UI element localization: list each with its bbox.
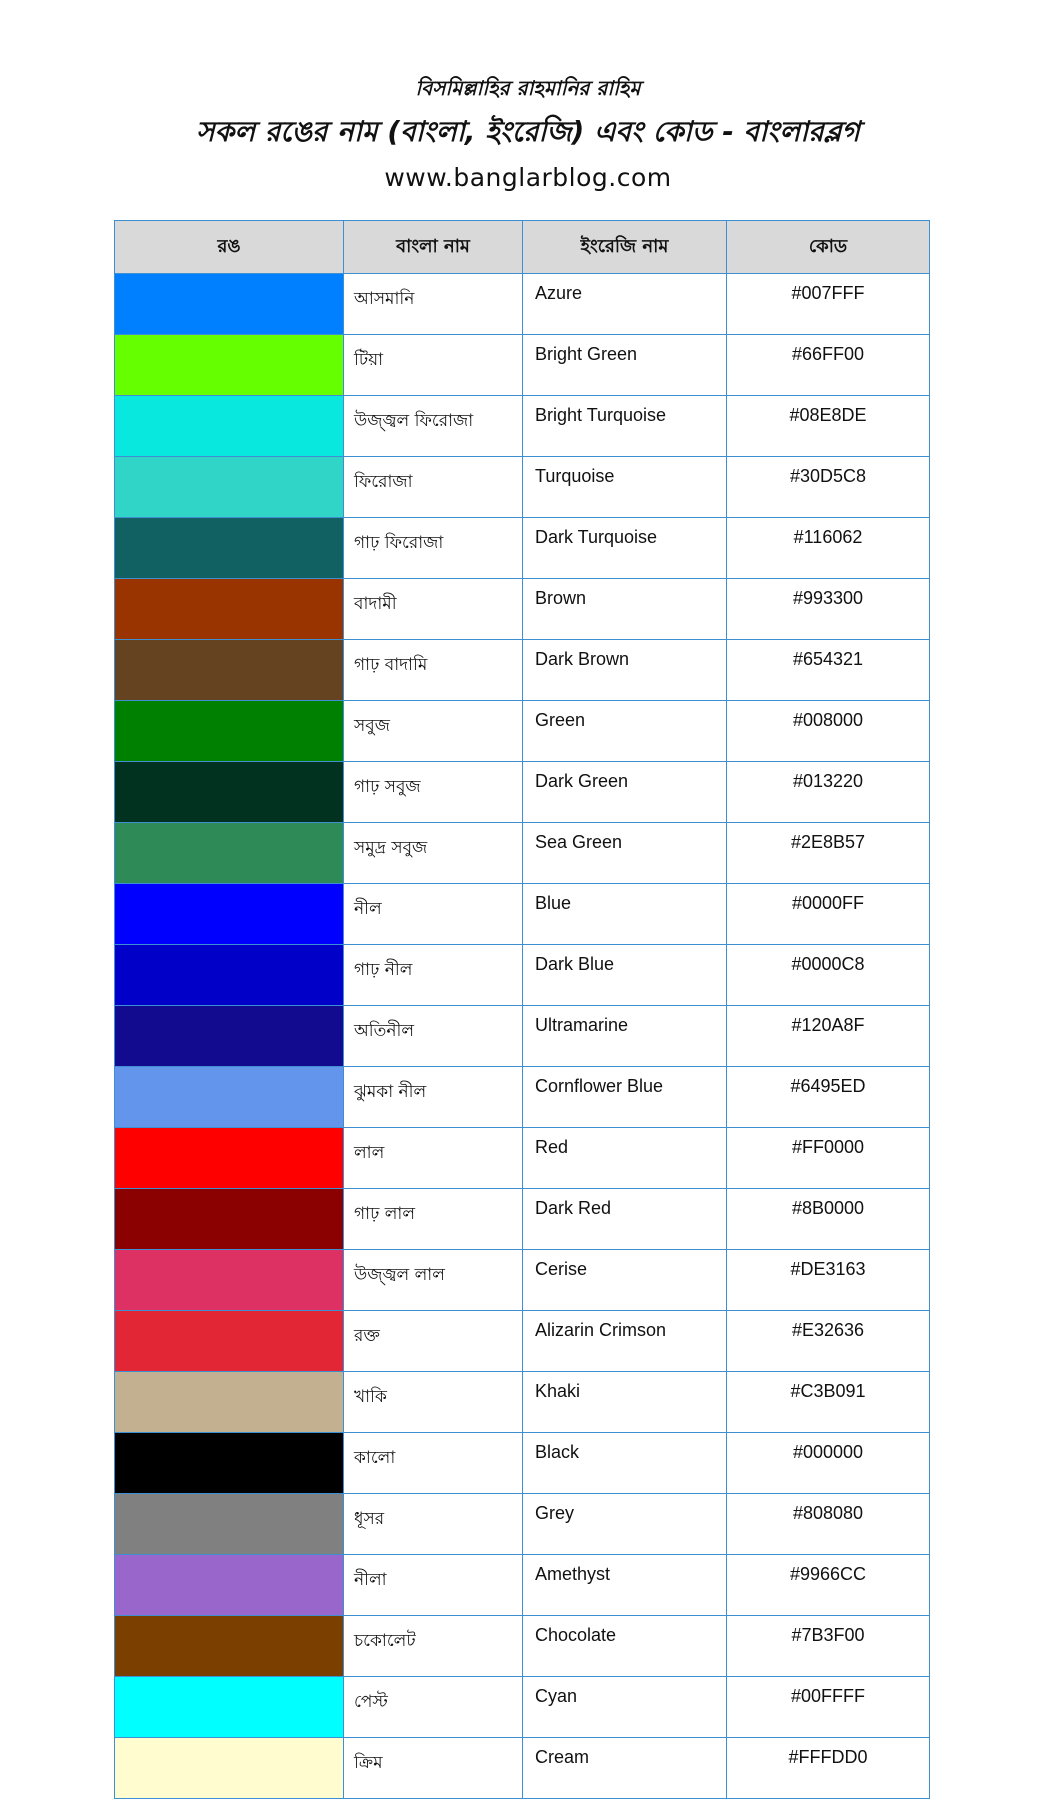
color-code-cell: #2E8B57 bbox=[727, 823, 930, 884]
color-code-cell: #000000 bbox=[727, 1433, 930, 1494]
table-row bbox=[115, 396, 930, 457]
bangla-name-cell: টিয়া bbox=[344, 335, 523, 396]
color-code-cell: #013220 bbox=[727, 762, 930, 823]
table-header-row bbox=[115, 221, 930, 274]
table-row bbox=[115, 1616, 930, 1677]
table-row bbox=[115, 640, 930, 701]
english-name-cell: Red bbox=[523, 1128, 727, 1189]
website-url: www.banglarblog.com bbox=[384, 163, 672, 192]
color-code-cell: #9966CC bbox=[727, 1555, 930, 1616]
bangla-name-cell: রক্ত bbox=[344, 1311, 523, 1372]
english-name-cell: Chocolate bbox=[523, 1616, 727, 1677]
table-row bbox=[115, 1128, 930, 1189]
table-row bbox=[115, 1372, 930, 1433]
table-row bbox=[115, 823, 930, 884]
color-swatch bbox=[115, 518, 344, 579]
english-name-cell: Bright Green bbox=[523, 335, 727, 396]
color-swatch bbox=[115, 1616, 344, 1677]
color-code-cell: #993300 bbox=[727, 579, 930, 640]
color-code-cell: #08E8DE bbox=[727, 396, 930, 457]
bangla-name-cell: আসমানি bbox=[344, 274, 523, 335]
table-row bbox=[115, 1433, 930, 1494]
color-swatch bbox=[115, 1250, 344, 1311]
english-name-cell: Dark Green bbox=[523, 762, 727, 823]
bangla-name-cell: ফিরোজা bbox=[344, 457, 523, 518]
bangla-name-cell: সবুজ bbox=[344, 701, 523, 762]
table-row bbox=[115, 579, 930, 640]
color-table bbox=[114, 220, 930, 1799]
color-swatch bbox=[115, 884, 344, 945]
bangla-name-cell: ঝুমকা নীল bbox=[344, 1067, 523, 1128]
color-swatch bbox=[115, 335, 344, 396]
color-swatch bbox=[115, 396, 344, 457]
bangla-name-cell: ক্রিম bbox=[344, 1738, 523, 1799]
table-row bbox=[115, 1677, 930, 1738]
color-swatch bbox=[115, 1555, 344, 1616]
english-name-cell: Black bbox=[523, 1433, 727, 1494]
table-row bbox=[115, 1555, 930, 1616]
table-row bbox=[115, 1494, 930, 1555]
color-code-cell: #0000C8 bbox=[727, 945, 930, 1006]
color-swatch bbox=[115, 1067, 344, 1128]
color-code-cell: #FF0000 bbox=[727, 1128, 930, 1189]
bangla-name-cell: উজ্জ্বল ফিরোজা bbox=[344, 396, 523, 457]
bangla-name-cell: গাঢ় সবুজ bbox=[344, 762, 523, 823]
english-name-cell: Dark Blue bbox=[523, 945, 727, 1006]
color-code-cell: #66FF00 bbox=[727, 335, 930, 396]
bangla-name-cell: গাঢ় লাল bbox=[344, 1189, 523, 1250]
english-name-cell: Dark Brown bbox=[523, 640, 727, 701]
table-row bbox=[115, 1250, 930, 1311]
table-row bbox=[115, 1067, 930, 1128]
color-code-cell: #00FFFF bbox=[727, 1677, 930, 1738]
english-name-cell: Amethyst bbox=[523, 1555, 727, 1616]
color-code-cell: #008000 bbox=[727, 701, 930, 762]
color-code-cell: #E32636 bbox=[727, 1311, 930, 1372]
color-code-cell: #116062 bbox=[727, 518, 930, 579]
bangla-name-cell: পেস্ট bbox=[344, 1677, 523, 1738]
table-row bbox=[115, 1738, 930, 1799]
table-row bbox=[115, 1006, 930, 1067]
table-row bbox=[115, 274, 930, 335]
column-header-bangla-name: বাংলা নাম bbox=[344, 221, 523, 274]
bangla-name-cell: গাঢ় নীল bbox=[344, 945, 523, 1006]
color-code-cell: #120A8F bbox=[727, 1006, 930, 1067]
english-name-cell: Cerise bbox=[523, 1250, 727, 1311]
table-row bbox=[115, 701, 930, 762]
english-name-cell: Alizarin Crimson bbox=[523, 1311, 727, 1372]
color-swatch bbox=[115, 640, 344, 701]
color-code-cell: #6495ED bbox=[727, 1067, 930, 1128]
bangla-name-cell: ধূসর bbox=[344, 1494, 523, 1555]
color-code-cell: #0000FF bbox=[727, 884, 930, 945]
english-name-cell: Cornflower Blue bbox=[523, 1067, 727, 1128]
color-code-cell: #DE3163 bbox=[727, 1250, 930, 1311]
color-swatch bbox=[115, 1311, 344, 1372]
color-swatch bbox=[115, 1433, 344, 1494]
color-code-cell: #007FFF bbox=[727, 274, 930, 335]
color-code-cell: #7B3F00 bbox=[727, 1616, 930, 1677]
english-name-cell: Blue bbox=[523, 884, 727, 945]
color-swatch bbox=[115, 1372, 344, 1433]
english-name-cell: Cream bbox=[523, 1738, 727, 1799]
english-name-cell: Khaki bbox=[523, 1372, 727, 1433]
color-swatch bbox=[115, 823, 344, 884]
english-name-cell: Turquoise bbox=[523, 457, 727, 518]
english-name-cell: Dark Turquoise bbox=[523, 518, 727, 579]
bangla-name-cell: খাকি bbox=[344, 1372, 523, 1433]
table-row bbox=[115, 762, 930, 823]
color-swatch bbox=[115, 1677, 344, 1738]
english-name-cell: Azure bbox=[523, 274, 727, 335]
bangla-name-cell: গাঢ় ফিরোজা bbox=[344, 518, 523, 579]
bangla-name-cell: অতিনীল bbox=[344, 1006, 523, 1067]
column-header-english-name: ইংরেজি নাম bbox=[523, 221, 727, 274]
table-row bbox=[115, 457, 930, 518]
table-row bbox=[115, 1311, 930, 1372]
color-swatch bbox=[115, 1006, 344, 1067]
column-header-code: কোড bbox=[727, 221, 930, 274]
color-swatch bbox=[115, 1494, 344, 1555]
bangla-name-cell: উজ্জ্বল লাল bbox=[344, 1250, 523, 1311]
color-code-cell: #FFFDD0 bbox=[727, 1738, 930, 1799]
color-swatch bbox=[115, 762, 344, 823]
table-row bbox=[115, 1189, 930, 1250]
english-name-cell: Brown bbox=[523, 579, 727, 640]
table-row bbox=[115, 518, 930, 579]
color-swatch bbox=[115, 701, 344, 762]
table-row bbox=[115, 884, 930, 945]
color-swatch bbox=[115, 274, 344, 335]
english-name-cell: Sea Green bbox=[523, 823, 727, 884]
column-header-color: রঙ bbox=[115, 221, 344, 274]
bangla-name-cell: লাল bbox=[344, 1128, 523, 1189]
english-name-cell: Bright Turquoise bbox=[523, 396, 727, 457]
color-swatch bbox=[115, 579, 344, 640]
color-swatch bbox=[115, 1128, 344, 1189]
color-swatch bbox=[115, 1189, 344, 1250]
english-name-cell: Cyan bbox=[523, 1677, 727, 1738]
english-name-cell: Green bbox=[523, 701, 727, 762]
bangla-name-cell: নীলা bbox=[344, 1555, 523, 1616]
color-table-body bbox=[115, 274, 930, 1799]
bangla-name-cell: নীল bbox=[344, 884, 523, 945]
table-row bbox=[115, 335, 930, 396]
bangla-name-cell: চকোলেট bbox=[344, 1616, 523, 1677]
table-row bbox=[115, 945, 930, 1006]
bangla-name-cell: সমুদ্র সবুজ bbox=[344, 823, 523, 884]
color-swatch bbox=[115, 1738, 344, 1799]
bangla-name-cell: গাঢ় বাদামি bbox=[344, 640, 523, 701]
color-code-cell: #654321 bbox=[727, 640, 930, 701]
bangla-name-cell: কালো bbox=[344, 1433, 523, 1494]
english-name-cell: Ultramarine bbox=[523, 1006, 727, 1067]
english-name-cell: Grey bbox=[523, 1494, 727, 1555]
color-swatch bbox=[115, 457, 344, 518]
color-code-cell: #808080 bbox=[727, 1494, 930, 1555]
english-name-cell: Dark Red bbox=[523, 1189, 727, 1250]
color-code-cell: #C3B091 bbox=[727, 1372, 930, 1433]
color-code-cell: #30D5C8 bbox=[727, 457, 930, 518]
bismillah-heading: বিসমিল্লাহির রাহমানির রাহিম bbox=[415, 76, 641, 100]
color-code-cell: #8B0000 bbox=[727, 1189, 930, 1250]
bangla-name-cell: বাদামী bbox=[344, 579, 523, 640]
page-title: সকল রঙের নাম (বাংলা, ইংরেজি) এবং কোড - বাংলারব্লগ bbox=[196, 115, 860, 148]
color-swatch bbox=[115, 945, 344, 1006]
